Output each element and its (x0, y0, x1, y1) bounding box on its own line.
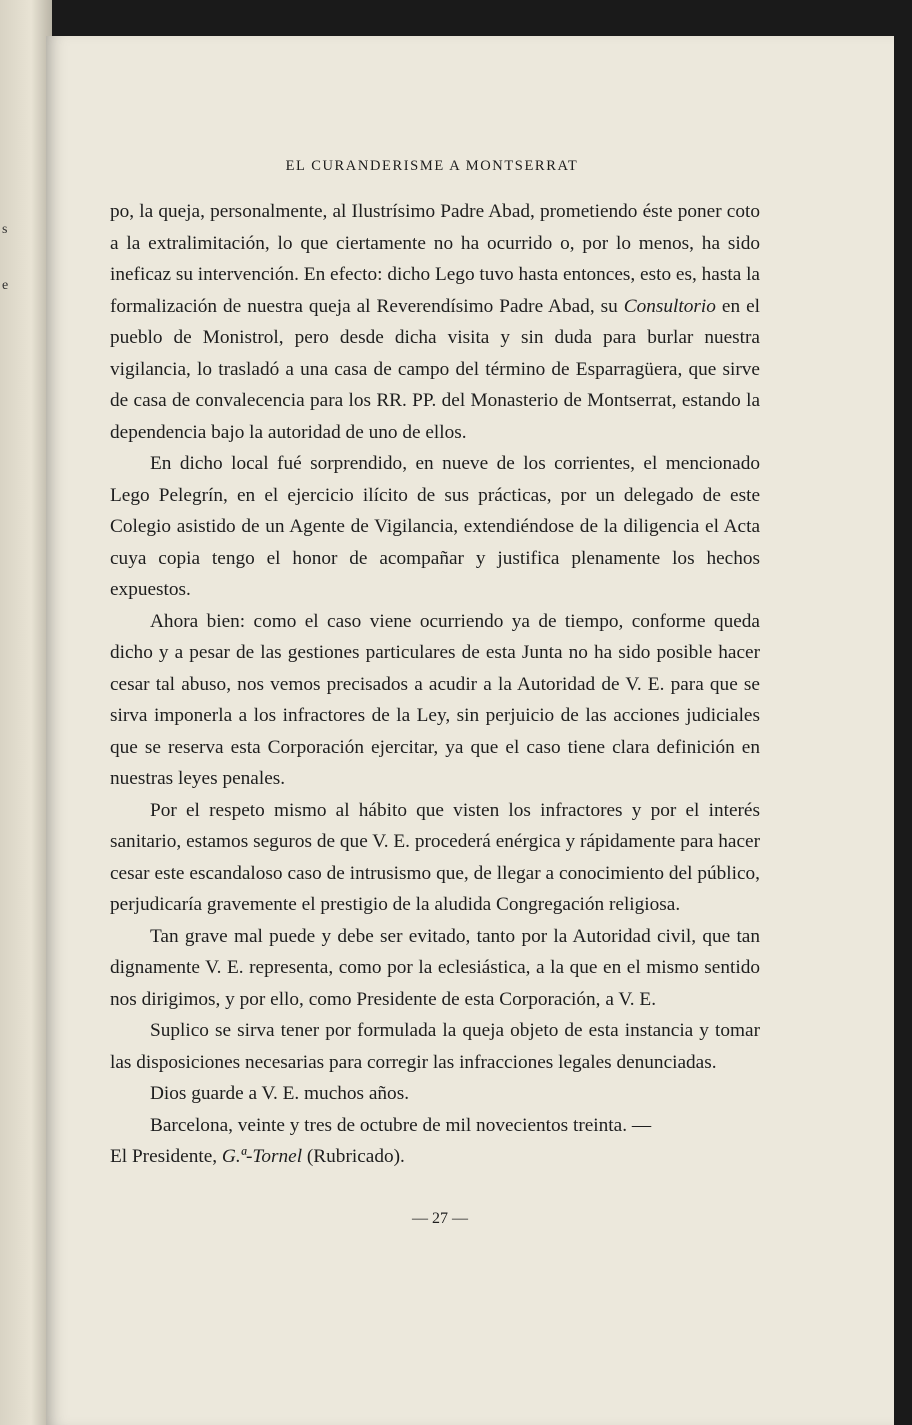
margin-mark: s (2, 222, 8, 237)
paragraph: En dicho local fué sorprendido, en nueve de los corrientes, el mencionado Lego Pelegrín, en el ejercicio ilícito de sus prácticas, por un delegado de este Colegio asistido de un Agente de Vigilancia, extendiéndose de la diligencia el Acta cuya copia tengo el honor de acompañar y justifica plenamente los hechos expuestos. (110, 453, 760, 600)
paragraph: Ahora bien: como el caso viene ocurriendo ya de tiempo, conforme queda dicho y a pesar de las gestiones particulares de esta Junta no ha sido posible hacer cesar tal abuso, nos vemos precisados a acudir a la Autoridad de V. E. para que se sirva imponerla a los infractores de la Ley, sin perjuicio de las acciones judiciales que se reserva esta Corporación ejercitar, ya que el caso tiene clara definición en nuestras leyes penales. (110, 610, 760, 789)
signature-prefix: El Presidente, (110, 1146, 222, 1167)
paragraph: po, la queja, personalmente, al Ilustrísimo Padre Abad, prometiendo éste poner coto a la extralimitación, lo que ciertamente no ha ocurrido o, por lo menos, ha sido ineficaz su intervención. En efecto: dicho Lego tuvo hasta entonces, esto es, hasta la formalización de nuestra queja al Reverendísimo Padre Abad, su Consultorio en el pueblo de Monistrol, pero desde dicha visita y sin duda para burlar nuestra vigilancia, lo trasladó a una casa de campo del término de Esparragüera, que sirve de casa de convalecencia para los RR. PP. del Monasterio de Montserrat, estando la dependencia bajo la autoridad de uno de ellos. (110, 201, 760, 443)
paragraph: Barcelona, veinte y tres de octubre de mil novecientos treinta. — (150, 1114, 652, 1136)
paragraph: Suplico se sirva tener por formulada la queja objeto de esta instancia y tomar las disposiciones necesarias para corregir las infracciones legales denunciadas. (110, 1020, 760, 1073)
signature-name: G.ª-Tornel (221, 1146, 303, 1167)
paragraph: Por el respeto mismo al hábito que visten los infractores y por el interés sanitario, estamos seguros de que V. E. procederá enérgica y rápidamente para hacer cesar este escandaloso caso de intrusismo que, de llegar a conocimiento del público, perjudicaría gravemente el prestigio de la aludida Congregación religiosa. (110, 799, 760, 915)
previous-page-edge (0, 0, 52, 1425)
signature-line (110, 1141, 760, 1173)
page-number: — 27 — (412, 1210, 468, 1227)
paragraph: Dios guarde a V. E. muchos años. (150, 1083, 410, 1104)
italic-term: Consultorio (623, 295, 716, 317)
signature-suffix: (Rubricado). (302, 1146, 405, 1167)
paragraph: Tan grave mal puede y debe ser evitado, tanto por la Autoridad civil, que tan dignamente V. E. representa, como por la eclesiástica, a la que en el mismo sentido nos dirigimos, y por ello, como Presidente de esta Corporación, a V. E. (110, 925, 760, 1010)
body-text (110, 196, 760, 1173)
running-head: EL CURANDERISME A MONTSERRAT (285, 158, 579, 174)
margin-mark: e (2, 278, 9, 293)
